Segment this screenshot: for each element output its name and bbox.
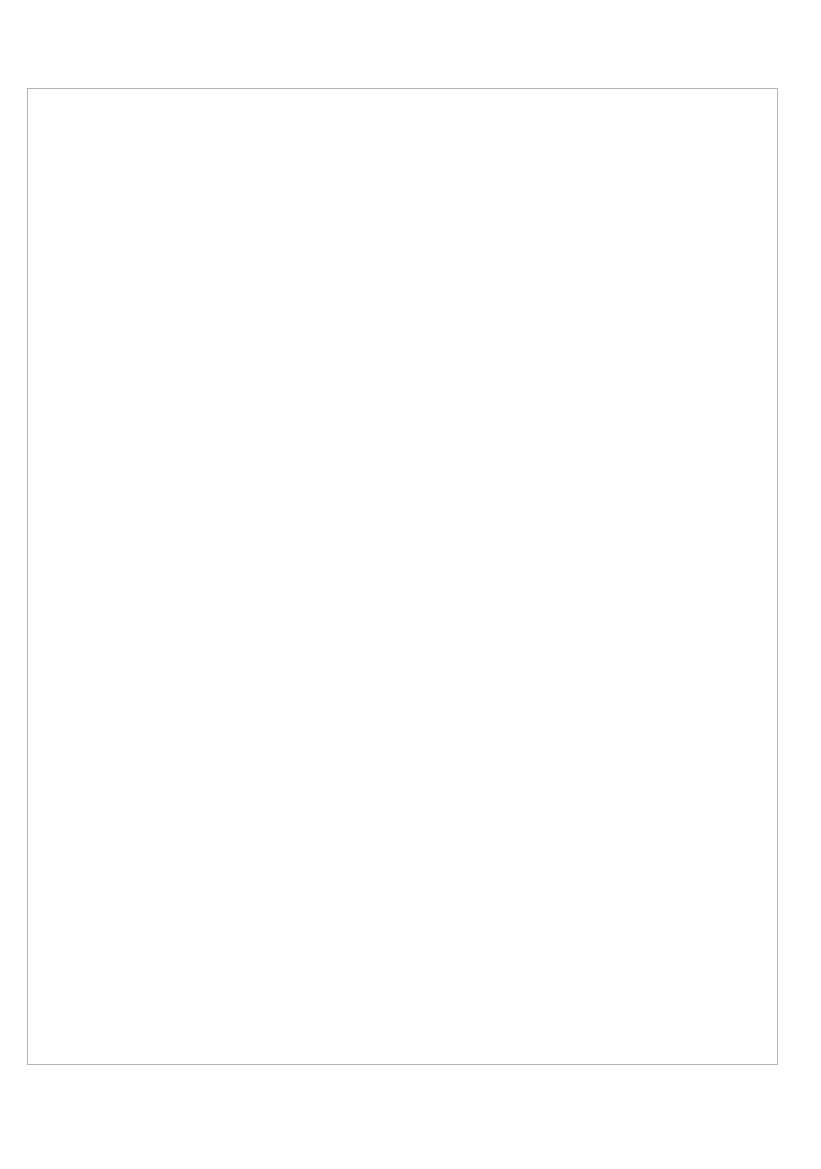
prepositions-table (27, 88, 778, 1065)
